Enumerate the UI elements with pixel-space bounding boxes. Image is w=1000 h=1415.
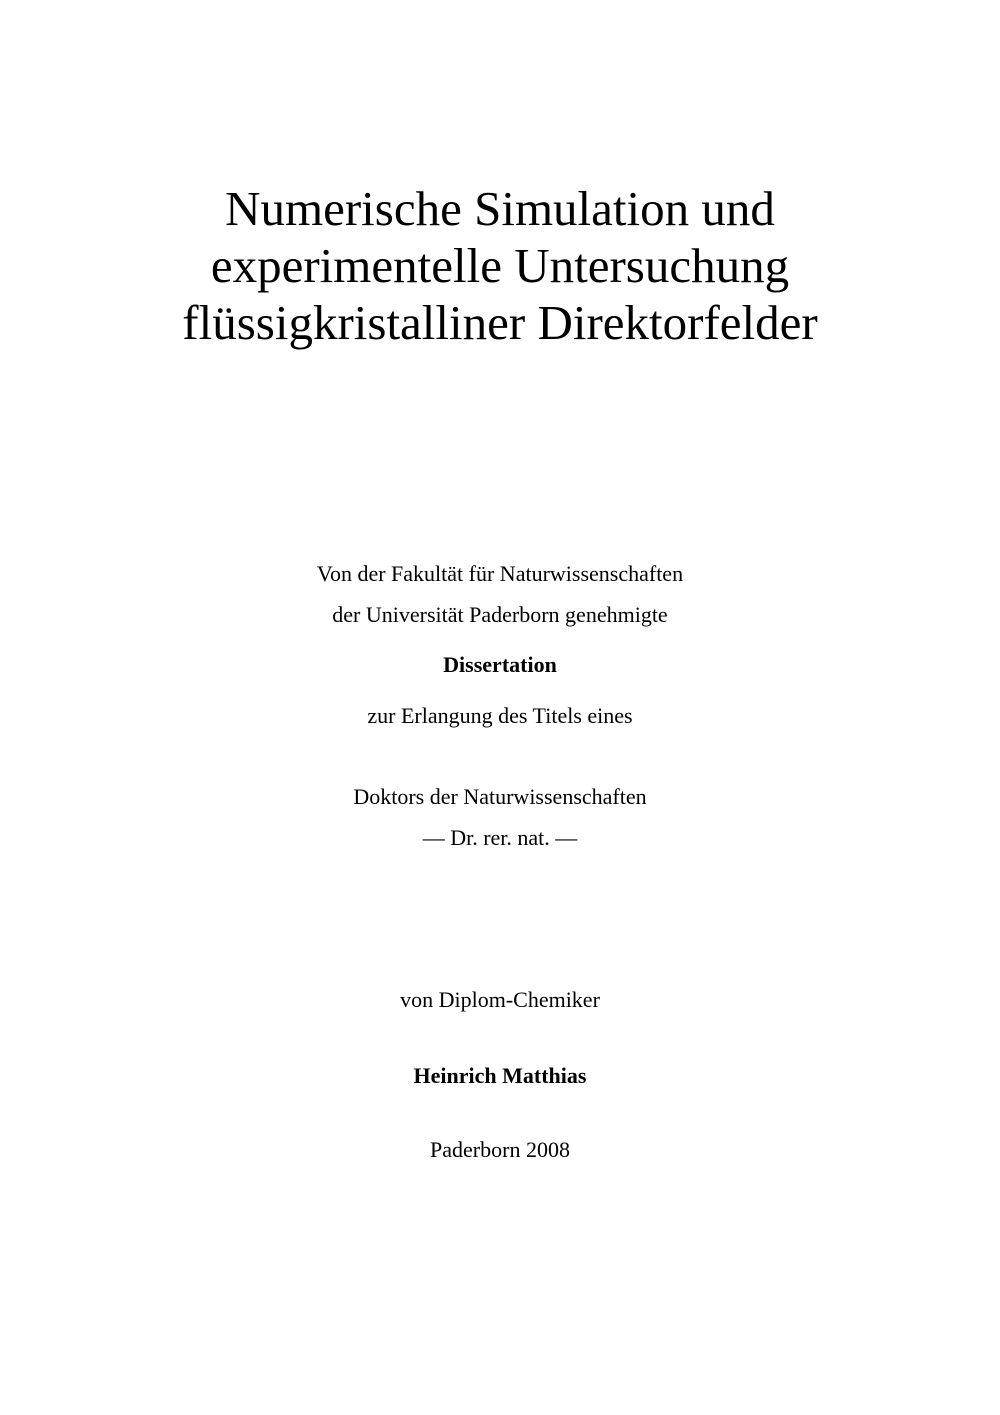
author-prefix: von Diplom-Chemiker bbox=[400, 987, 600, 1012]
faculty-line-3: zur Erlangung des Titels eines bbox=[367, 703, 633, 728]
title-line-1: Numerische Simulation und bbox=[225, 181, 775, 236]
faculty-line-1: Von der Fakultät für Naturwissenschaften bbox=[316, 561, 684, 586]
faculty-line-2: der Universität Paderborn genehmigte bbox=[332, 602, 668, 627]
degree-abbreviation: — Dr. rer. nat. — bbox=[422, 825, 578, 850]
dissertation-title bbox=[0, 180, 1000, 351]
author-name: Heinrich Matthias bbox=[413, 1063, 587, 1088]
document-type: Dissertation bbox=[443, 652, 557, 677]
title-line-3: flüssigkristalliner Direktorfelder bbox=[182, 295, 818, 350]
title-line-2: experimentelle Untersuchung bbox=[210, 238, 790, 293]
place-year: Paderborn 2008 bbox=[430, 1137, 570, 1162]
degree-line-1: Doktors der Naturwissenschaften bbox=[353, 784, 647, 809]
